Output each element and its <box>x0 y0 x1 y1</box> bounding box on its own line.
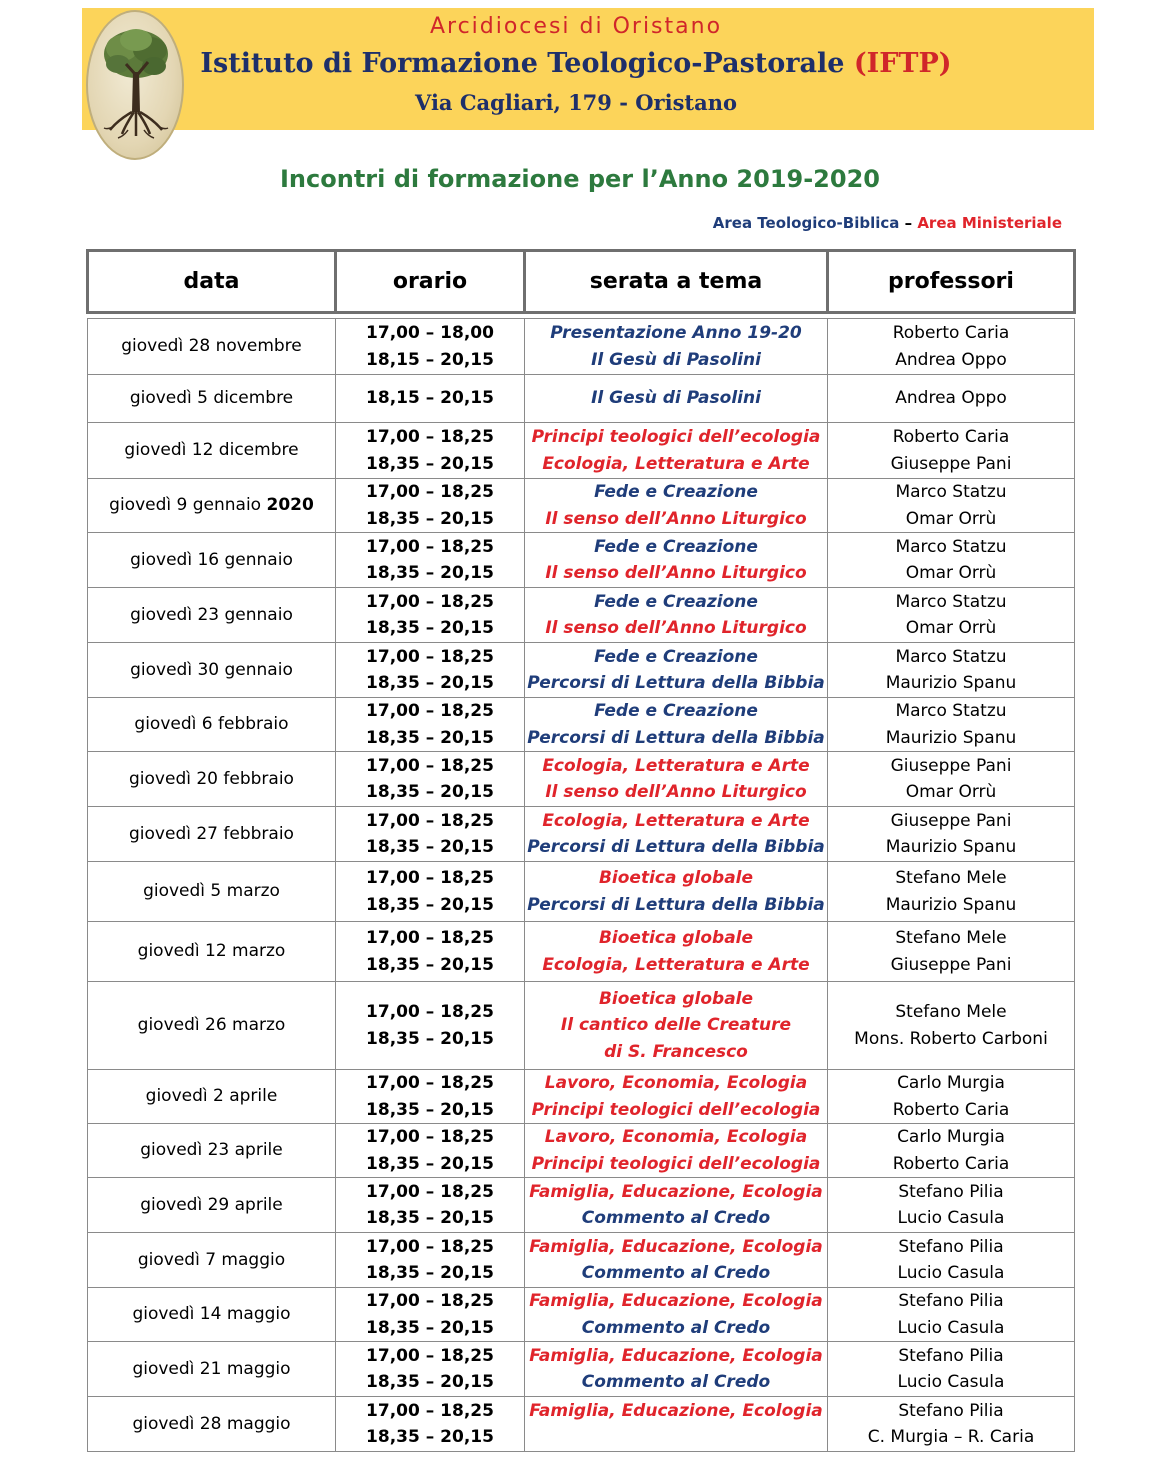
professors-cell <box>828 807 1075 862</box>
column-header-professors: professori <box>828 251 1075 313</box>
time-cell <box>336 1288 525 1342</box>
topic-cell <box>525 752 828 807</box>
professor-name: Giuseppe Pani <box>890 954 1012 975</box>
topic-title: Fede e Creazione <box>594 591 758 612</box>
topic-cell <box>525 423 828 479</box>
topic-cell <box>525 533 828 588</box>
column-header-topic: serata a tema <box>525 251 828 313</box>
table-row <box>88 1397 1075 1452</box>
institute-acronym: (IFTP) <box>853 48 952 79</box>
date-cell <box>88 922 336 982</box>
topic-title: Fede e Creazione <box>594 701 758 721</box>
institute-name: Istituto di Formazione Teologico-Pastorale <box>200 48 845 79</box>
topic-title: Bioetica globale <box>598 988 754 1009</box>
time-slot: 18,35 – 20,15 <box>366 453 494 474</box>
professors-cell <box>828 588 1075 643</box>
institute-title <box>0 48 1152 79</box>
topic-cell <box>525 1070 828 1124</box>
date-cell <box>88 533 336 588</box>
topic-title: Fede e Creazione <box>594 646 758 667</box>
date-cell <box>88 479 336 533</box>
professor-name: C. Murgia – R. Caria <box>867 1427 1035 1447</box>
time-slot: 18,35 – 20,15 <box>366 837 494 857</box>
topic-title: Il Gesù di Pasolini <box>591 388 761 409</box>
date-cell <box>88 588 336 643</box>
professors-cell <box>828 982 1075 1070</box>
time-slot: 17,00 – 18,25 <box>366 591 494 612</box>
topic-title: Il senso dell’Anno Liturgico <box>545 782 807 802</box>
professor-name: Stefano Pilia <box>898 1181 1004 1202</box>
topic-title: Percorsi di Lettura della Bibbia <box>527 837 825 857</box>
table-row <box>88 862 1075 922</box>
date-text: giovedì 5 dicembre <box>129 388 294 409</box>
topic-title: Principi teologici dell’ecologia <box>531 427 821 447</box>
topic-title: Fede e Creazione <box>594 482 758 502</box>
time-slot: 17,00 – 18,25 <box>366 646 494 667</box>
time-slot: 17,00 – 18,25 <box>366 1400 494 1421</box>
table-row <box>88 423 1075 479</box>
date-cell <box>88 423 336 479</box>
topic-title: Principi teologici dell’ecologia <box>531 1153 821 1174</box>
date-text: giovedì 28 novembre <box>121 336 302 357</box>
professor-name: Marco Statzu <box>895 536 1007 557</box>
time-slot: 17,00 – 18,25 <box>366 1002 494 1022</box>
professors-cell <box>828 752 1075 807</box>
table-row <box>88 922 1075 982</box>
date-cell <box>88 1178 336 1233</box>
table-row <box>88 1124 1075 1178</box>
topic-cell <box>525 375 828 423</box>
professor-name: Carlo Murgia <box>897 1073 1005 1093</box>
table-row <box>88 1342 1075 1397</box>
topic-title: Percorsi di Lettura della Bibbia <box>527 727 825 748</box>
time-slot: 17,00 – 18,25 <box>366 1345 494 1366</box>
time-cell <box>336 982 525 1070</box>
professor-name: Stefano Mele <box>895 868 1007 888</box>
topic-title: Famiglia, Educazione, Ecologia <box>529 1345 823 1366</box>
time-slot: 17,00 – 18,25 <box>366 1291 494 1311</box>
topic-title: Principi teologici dell’ecologia <box>531 1099 821 1120</box>
topic-title: Percorsi di Lettura della Bibbia <box>527 894 825 915</box>
topic-cell <box>525 1233 828 1288</box>
topic-title: Ecologia, Letteratura e Arte <box>542 810 810 831</box>
topic-title: Percorsi di Lettura della Bibbia <box>527 673 825 693</box>
topic-cell <box>525 922 828 982</box>
professor-name: Omar Orrù <box>905 618 997 638</box>
topic-title: Commento al Credo <box>581 1372 771 1392</box>
professors-cell <box>828 922 1075 982</box>
time-cell <box>336 375 525 423</box>
topic-title: Famiglia, Educazione, Ecologia <box>529 1181 823 1202</box>
date-cell <box>88 1070 336 1124</box>
date-cell <box>88 862 336 922</box>
professors-cell <box>828 1124 1075 1178</box>
professor-name: Andrea Oppo <box>895 388 1007 409</box>
area-legend <box>713 214 1062 232</box>
time-slot: 17,00 – 18,25 <box>366 1181 494 1202</box>
professor-name: Lucio Casula <box>897 1208 1005 1228</box>
topic-title: Il senso dell’Anno Liturgico <box>545 618 807 638</box>
archdiocese-title: Arcidiocesi di Oristano <box>429 14 723 39</box>
time-slot: 18,35 – 20,15 <box>366 1028 494 1049</box>
date-text: giovedì 28 maggio <box>132 1413 291 1434</box>
professor-name: Roberto Caria <box>892 1099 1010 1120</box>
date-cell <box>88 1124 336 1178</box>
topic-cell <box>525 1288 828 1342</box>
date-text: giovedì 27 febbraio <box>129 823 294 844</box>
date-text: giovedì 26 marzo <box>137 1015 286 1036</box>
date-text: giovedì 23 aprile <box>140 1140 283 1161</box>
professors-cell <box>828 1233 1075 1288</box>
topic-title <box>525 1424 827 1451</box>
time-slot: 18,35 – 20,15 <box>366 954 494 975</box>
date-text: giovedì 2 aprile <box>145 1086 278 1107</box>
time-cell <box>336 643 525 698</box>
date-text: giovedì 12 dicembre <box>124 440 299 461</box>
topic-title: Commento al Credo <box>581 1317 771 1338</box>
professor-name: Marco Statzu <box>895 646 1007 667</box>
time-cell <box>336 1124 525 1178</box>
time-slot: 17,00 – 18,25 <box>366 755 494 776</box>
professor-name: Stefano Pilia <box>898 1400 1004 1421</box>
time-cell <box>336 588 525 643</box>
date-text: giovedì 14 maggio <box>132 1304 291 1325</box>
area-theological-label: Area Teologico-Biblica <box>712 214 900 232</box>
time-slot: 18,35 – 20,15 <box>366 563 494 583</box>
topic-cell <box>525 1397 828 1452</box>
professor-name: Omar Orrù <box>905 508 997 529</box>
time-slot: 18,35 – 20,15 <box>366 1427 494 1447</box>
topic-cell <box>525 698 828 752</box>
professor-name: Lucio Casula <box>897 1317 1005 1338</box>
topic-title: Il senso dell’Anno Liturgico <box>545 563 807 583</box>
topic-cell <box>525 862 828 922</box>
professor-name: Marco Statzu <box>895 701 1007 721</box>
time-cell <box>336 1397 525 1452</box>
date-cell <box>88 1233 336 1288</box>
professors-cell <box>828 1288 1075 1342</box>
topic-cell <box>525 479 828 533</box>
professor-name: Stefano Pilia <box>898 1236 1004 1257</box>
time-slot: 17,00 – 18,25 <box>366 427 494 447</box>
time-slot: 17,00 – 18,25 <box>366 928 494 948</box>
date-cell <box>88 1397 336 1452</box>
table-row <box>88 533 1075 588</box>
professor-name: Omar Orrù <box>905 563 997 583</box>
area-ministerial-label: Area Ministeriale <box>917 214 1062 232</box>
topic-title: Il senso dell’Anno Liturgico <box>545 508 807 529</box>
topic-cell <box>525 1178 828 1233</box>
date-text: giovedì 30 gennaio <box>130 659 293 680</box>
table-row <box>88 698 1075 752</box>
time-cell <box>336 1070 525 1124</box>
time-slot: 18,35 – 20,15 <box>366 1317 494 1338</box>
time-slot: 18,15 – 20,15 <box>366 388 494 409</box>
table-row <box>88 807 1075 862</box>
topic-title: Presentazione Anno 19-20 <box>550 323 802 343</box>
topic-cell <box>525 588 828 643</box>
date-cell <box>88 807 336 862</box>
professor-name: Lucio Casula <box>897 1372 1005 1392</box>
professor-name: Stefano Mele <box>895 1002 1007 1022</box>
time-cell <box>336 533 525 588</box>
time-slot: 17,00 – 18,25 <box>366 1127 494 1147</box>
page-subtitle: Incontri di formazione per l’Anno 2019-2020 <box>280 165 880 193</box>
time-slot: 18,35 – 20,15 <box>366 782 494 802</box>
table-row <box>88 479 1075 533</box>
institute-address: Via Cagliari, 179 - Oristano <box>415 90 737 115</box>
time-slot: 17,00 – 18,00 <box>366 323 494 343</box>
date-cell <box>88 1288 336 1342</box>
time-slot: 18,35 – 20,15 <box>366 673 494 693</box>
professor-name: Stefano Pilia <box>898 1345 1004 1366</box>
time-cell <box>336 319 525 375</box>
time-slot: 17,00 – 18,25 <box>366 536 494 557</box>
professors-cell <box>828 479 1075 533</box>
topic-title: Famiglia, Educazione, Ecologia <box>529 1400 823 1421</box>
topic-title: Il cantico delle Creature <box>560 1015 792 1036</box>
table-row <box>88 1178 1075 1233</box>
topic-title: Bioetica globale <box>598 868 754 888</box>
time-cell <box>336 862 525 922</box>
column-header-date: data <box>88 251 336 313</box>
time-slot: 18,35 – 20,15 <box>366 894 494 915</box>
professors-cell <box>828 1178 1075 1233</box>
area-separator: – <box>899 214 918 232</box>
topic-cell <box>525 1124 828 1178</box>
topic-title: Ecologia, Letteratura e Arte <box>542 954 810 975</box>
date-text: giovedì 12 marzo <box>137 941 286 962</box>
professor-name: Roberto Caria <box>892 1153 1010 1174</box>
date-text: giovedì 21 maggio <box>132 1358 291 1379</box>
professor-name: Lucio Casula <box>897 1263 1005 1283</box>
date-cell <box>88 698 336 752</box>
table-row <box>88 1233 1075 1288</box>
topic-title: Ecologia, Letteratura e Arte <box>542 453 810 474</box>
time-cell <box>336 479 525 533</box>
time-slot: 17,00 – 18,25 <box>366 482 494 502</box>
date-text: giovedì 16 gennaio <box>130 549 293 570</box>
column-header-time: orario <box>336 251 525 313</box>
time-cell <box>336 1233 525 1288</box>
time-slot: 18,35 – 20,15 <box>366 1372 494 1392</box>
topic-title: Il Gesù di Pasolini <box>591 349 761 370</box>
professor-name: Carlo Murgia <box>897 1127 1005 1147</box>
time-cell <box>336 922 525 982</box>
professors-cell <box>828 375 1075 423</box>
topic-title: Lavoro, Economia, Ecologia <box>544 1127 808 1147</box>
topic-cell <box>525 982 828 1070</box>
time-slot: 18,35 – 20,15 <box>366 1153 494 1174</box>
table-row <box>88 375 1075 423</box>
table-row <box>88 1070 1075 1124</box>
topic-title: Lavoro, Economia, Ecologia <box>544 1073 808 1093</box>
time-cell <box>336 698 525 752</box>
time-slot: 18,35 – 20,15 <box>366 1263 494 1283</box>
topic-cell <box>525 807 828 862</box>
time-cell <box>336 423 525 479</box>
professor-name: Giuseppe Pani <box>890 453 1012 474</box>
time-slot: 17,00 – 18,25 <box>366 701 494 721</box>
professors-cell <box>828 1342 1075 1397</box>
time-slot: 18,15 – 20,15 <box>366 349 494 370</box>
topic-title: Famiglia, Educazione, Ecologia <box>529 1291 823 1311</box>
topic-title: Commento al Credo <box>581 1263 771 1283</box>
schedule-body <box>88 313 1075 1452</box>
professor-name: Maurizio Spanu <box>885 727 1017 748</box>
professor-name: Mons. Roberto Carboni <box>854 1028 1048 1049</box>
date-cell <box>88 752 336 807</box>
professors-cell <box>828 643 1075 698</box>
date-text: giovedì 20 febbraio <box>129 768 294 789</box>
topic-title: Bioetica globale <box>598 928 754 948</box>
schedule-table <box>86 249 1076 1452</box>
table-row <box>88 752 1075 807</box>
professor-name: Omar Orrù <box>905 782 997 802</box>
date-cell <box>88 375 336 423</box>
date-text: giovedì 6 febbraio <box>134 714 289 735</box>
professor-name: Maurizio Spanu <box>885 894 1017 915</box>
professor-name: Giuseppe Pani <box>890 810 1012 831</box>
professor-name: Marco Statzu <box>895 591 1007 612</box>
professors-cell <box>828 1070 1075 1124</box>
time-slot: 18,35 – 20,15 <box>366 1208 494 1228</box>
table-header-row <box>88 251 1075 313</box>
date-year: 2020 <box>266 495 314 516</box>
professor-name: Stefano Mele <box>895 928 1007 948</box>
time-slot: 17,00 – 18,25 <box>366 1073 494 1093</box>
time-cell <box>336 1342 525 1397</box>
topic-title: Fede e Creazione <box>594 536 758 557</box>
table-row <box>88 643 1075 698</box>
date-cell <box>88 319 336 375</box>
time-cell <box>336 807 525 862</box>
topic-title: di S. Francesco <box>604 1041 748 1062</box>
table-row <box>88 982 1075 1070</box>
professor-name: Maurizio Spanu <box>885 837 1017 857</box>
time-slot: 18,35 – 20,15 <box>366 1099 494 1120</box>
date-cell <box>88 643 336 698</box>
topic-cell <box>525 319 828 375</box>
date-text: giovedì 9 gennaio <box>109 495 262 516</box>
professors-cell <box>828 533 1075 588</box>
time-slot: 18,35 – 20,15 <box>366 618 494 638</box>
professor-name: Maurizio Spanu <box>885 673 1017 693</box>
topic-title: Famiglia, Educazione, Ecologia <box>529 1236 823 1257</box>
professor-name: Roberto Caria <box>892 323 1010 343</box>
professors-cell <box>828 698 1075 752</box>
professor-name: Andrea Oppo <box>895 349 1007 370</box>
table-row <box>88 319 1075 375</box>
time-slot: 17,00 – 18,25 <box>366 868 494 888</box>
date-text: giovedì 7 maggio <box>137 1249 286 1270</box>
time-cell <box>336 752 525 807</box>
topic-cell <box>525 1342 828 1397</box>
professor-name: Marco Statzu <box>895 482 1007 502</box>
date-text: giovedì 29 aprile <box>140 1194 283 1215</box>
professor-name: Stefano Pilia <box>898 1291 1004 1311</box>
date-text: giovedì 5 marzo <box>143 881 280 902</box>
table-row <box>88 1288 1075 1342</box>
topic-title: Commento al Credo <box>581 1208 771 1228</box>
professors-cell <box>828 423 1075 479</box>
date-text: giovedì 23 gennaio <box>130 604 293 625</box>
topic-title: Ecologia, Letteratura e Arte <box>542 755 810 776</box>
date-cell <box>88 1342 336 1397</box>
professors-cell <box>828 862 1075 922</box>
time-slot: 18,35 – 20,15 <box>366 727 494 748</box>
time-slot: 17,00 – 18,25 <box>366 1236 494 1257</box>
professor-name: Giuseppe Pani <box>890 755 1012 776</box>
date-cell <box>88 982 336 1070</box>
topic-cell <box>525 643 828 698</box>
professors-cell <box>828 1397 1075 1452</box>
professor-name: Roberto Caria <box>892 427 1010 447</box>
time-cell <box>336 1178 525 1233</box>
table-row <box>88 588 1075 643</box>
time-slot: 18,35 – 20,15 <box>366 508 494 529</box>
professors-cell <box>828 319 1075 375</box>
time-slot: 17,00 – 18,25 <box>366 810 494 831</box>
